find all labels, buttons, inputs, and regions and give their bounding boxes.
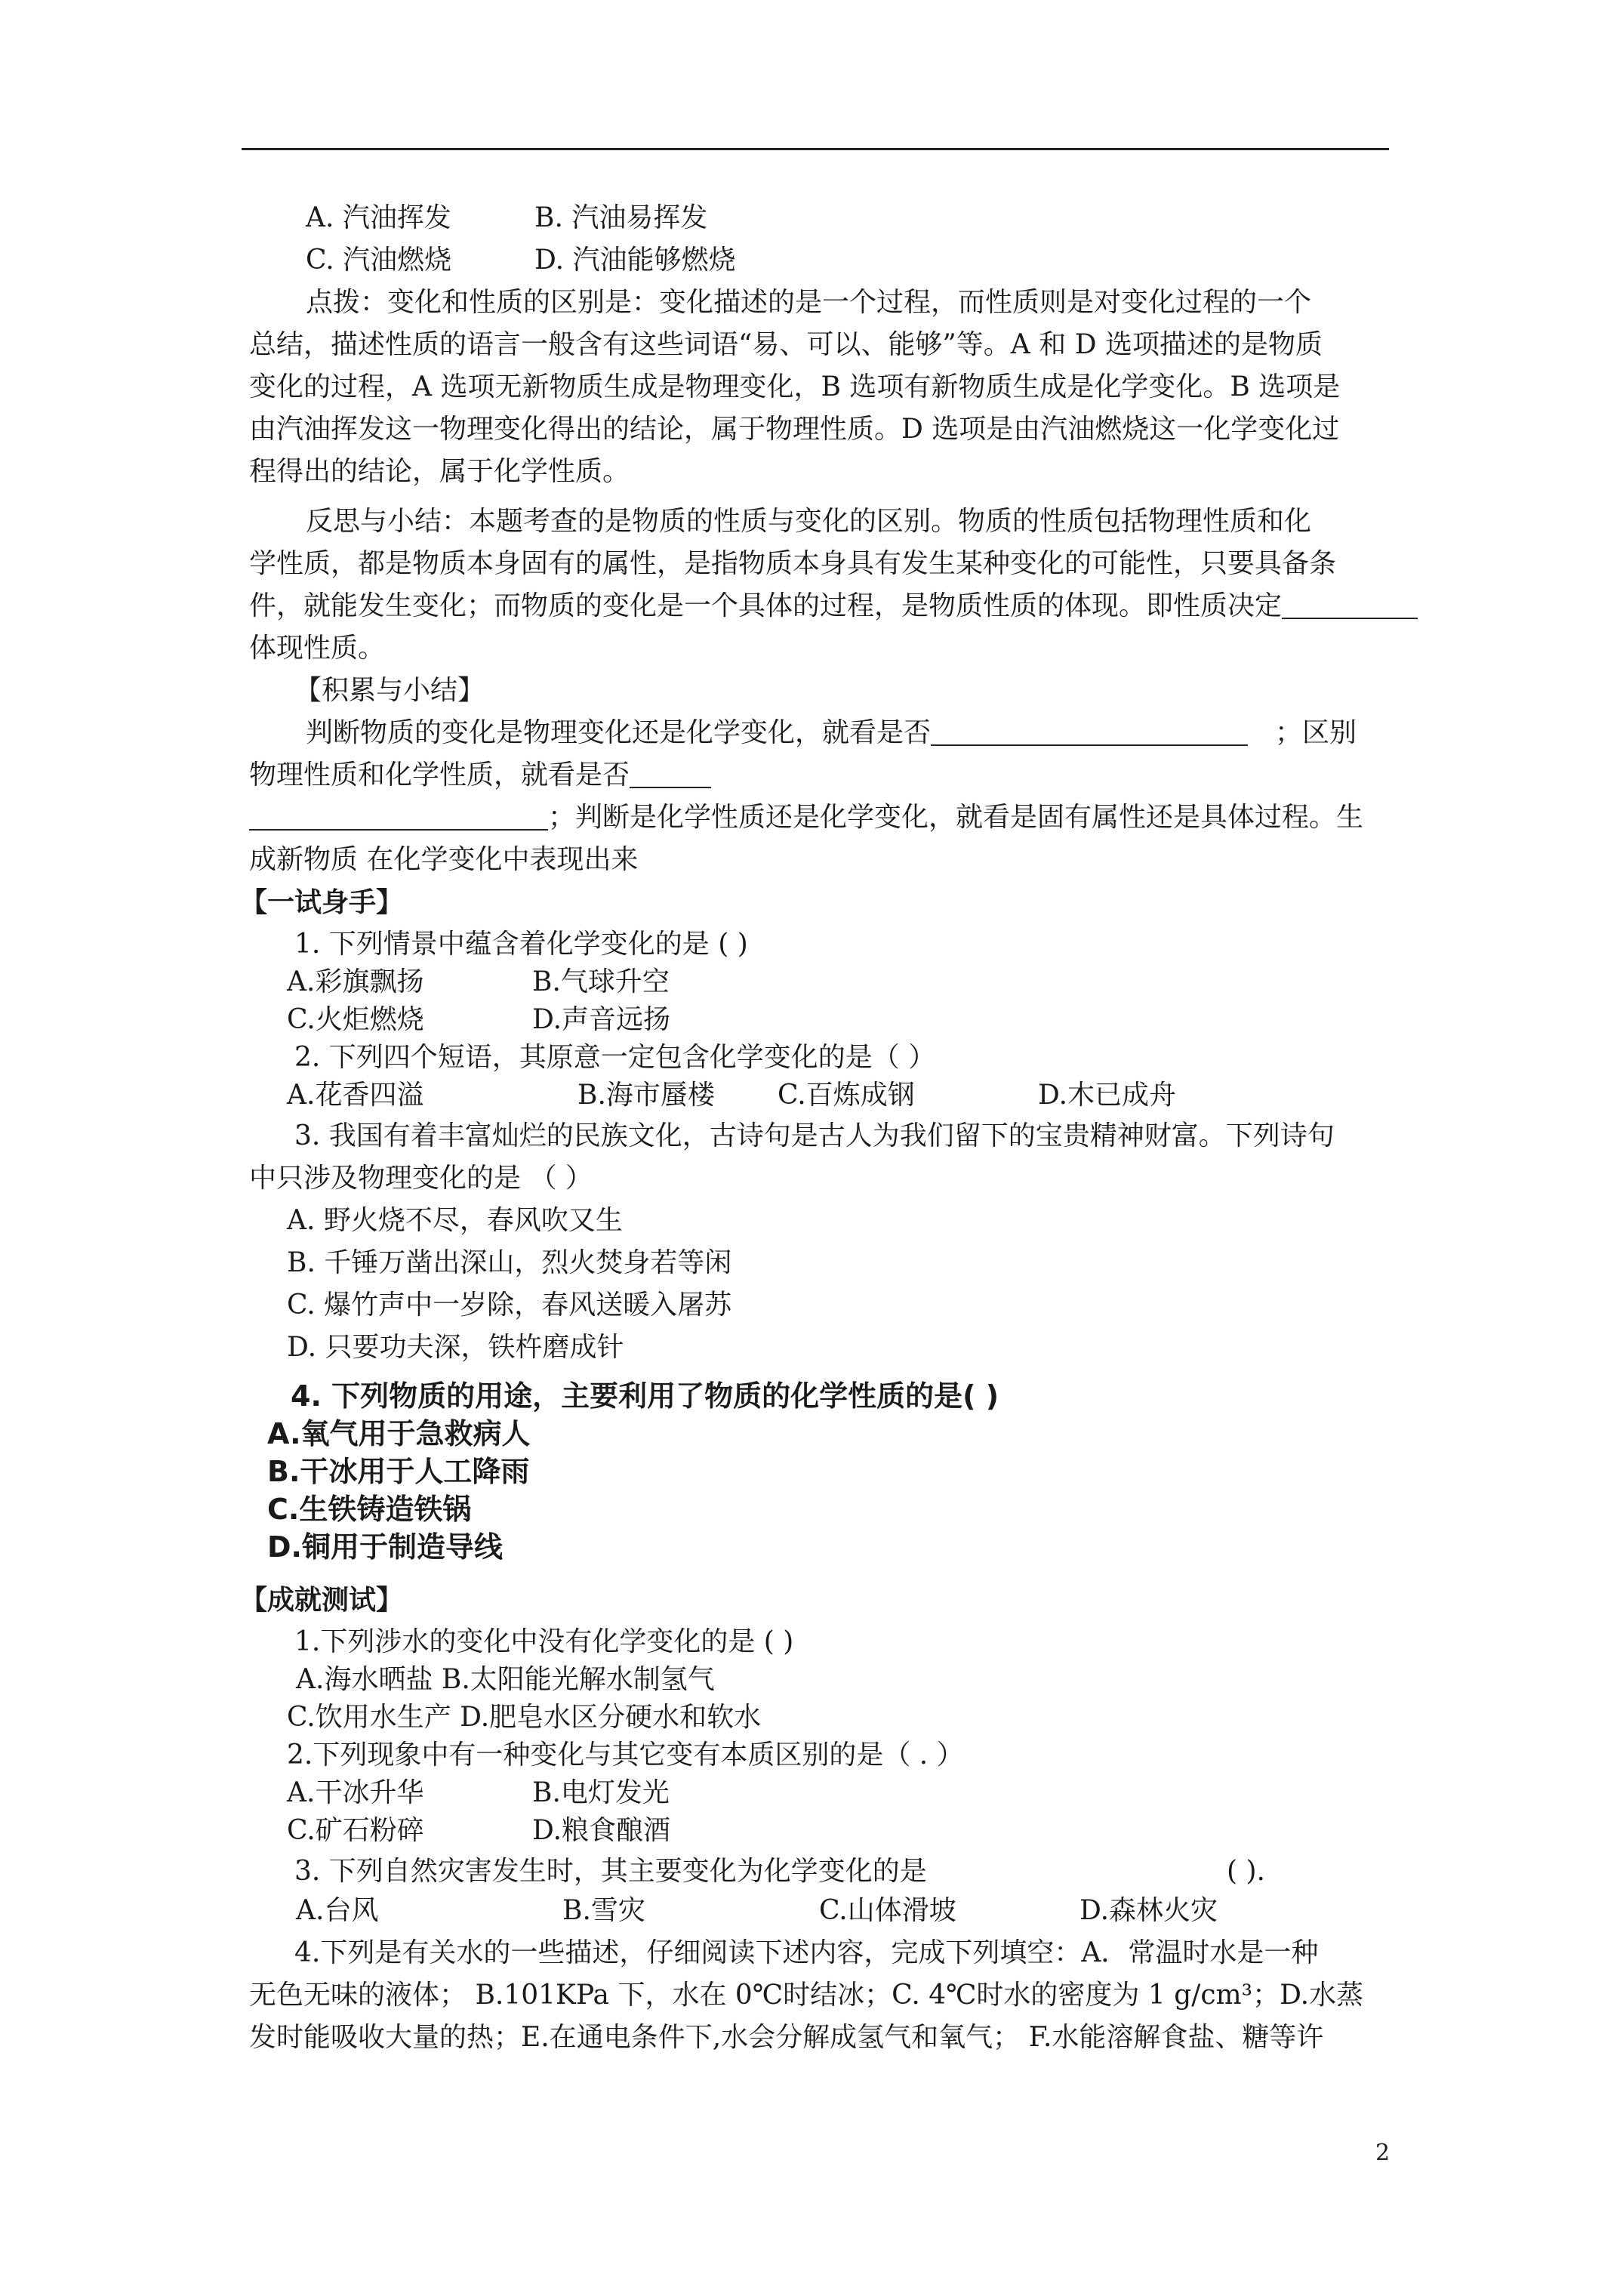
accumulation-line-1 [306,714,1357,752]
accumulation-text: 物理性质和化学性质，就看是否 [249,760,630,791]
answer-option: D.森林火灾 [1079,1895,1218,1926]
example-option-d: D. 汽油能够燃烧 [534,245,736,276]
question-text: 4. 下列物质的用途，主要利用了物质的化学性质的是( ) [291,1379,999,1413]
answer-option: A.海水晒盐 B.太阳能光解水制氢气 [296,1664,715,1695]
answer-option: B.干冰用于人工降雨 [267,1455,530,1488]
answer-option: C. 爆竹声中一岁除，春风送暖入屠苏 [287,1290,732,1321]
reflection-end: 体现性质。 [249,633,386,664]
tip-line: 总结，描述性质的语言一般含有这些词语“易、可以、能够”等。A 和 D 选项描述的是物质 [249,329,1323,360]
answer-option: D.声音远扬 [532,1004,671,1035]
answer-option: B.电灯发光 [532,1777,670,1808]
question-text: 中只涉及物理变化的是 （ ） [249,1163,593,1194]
accumulation-line-2 [249,757,711,794]
fill-blank[interactable] [1282,587,1418,619]
answer-option: C.矿石粉碎 [287,1815,424,1846]
reflection-line: 反思与小结：本题考查的是物质的性质与变化的区别。物质的性质包括物理性质和化 [306,506,1312,537]
section-title-test: 【成就测试】 [240,1584,404,1616]
accumulation-line-4: 成新物质 在化学变化中表现出来 [249,844,639,875]
answer-option: A.台风 [296,1895,379,1926]
answer-option: B.海市蜃楼 [577,1080,715,1111]
question-text: 发时能吸收大量的热；E.在通电条件下,水会分解成氢气和氧气； F.水能溶解食盐、糖等许 [249,2022,1324,2053]
reflection-line: 学性质，都是物质本身固有的属性，是指物质本身具有发生某种变化的可能性，只要具备条 [249,548,1337,579]
reflection-line-with-blank [249,587,1418,625]
answer-option: D.铜用于制造导线 [267,1530,503,1564]
fill-blank[interactable] [931,714,1248,746]
question-text: 1. 下列情景中蕴含着化学变化的是 ( ) [294,929,748,960]
answer-option: C.生铁铸造铁锅 [267,1493,472,1526]
header-rule [242,148,1389,150]
answer-option: D.粮食酿酒 [532,1815,671,1846]
question-text: 3. 我国有着丰富灿烂的民族文化，古诗句是古人为我们留下的宝贵精神财富。下列诗句 [294,1120,1335,1151]
fill-blank[interactable] [249,799,548,831]
accumulation-title: 【积累与小结】 [294,675,485,706]
answer-option: A.花香四溢 [287,1080,424,1111]
answer-option: D. 只要功夫深，铁杵磨成针 [287,1332,624,1363]
page-number: 2 [1375,2140,1390,2166]
fill-blank[interactable] [630,757,711,788]
answer-option: D.木已成舟 [1038,1080,1177,1111]
answer-option: A. 野火烧不尽，春风吹又生 [287,1205,623,1236]
answer-option: A.彩旗飘扬 [287,966,424,997]
reflection-text: 件，就能发生变化；而物质的变化是一个具体的过程，是物质性质的体现。即性质决定 [249,590,1283,621]
accumulation-text: ；判断是化学性质还是化学变化，就看是固有属性还是具体过程。生 [548,802,1364,833]
tip-line: 程得出的结论，属于化学性质。 [249,456,630,487]
answer-option: B.雪灾 [562,1895,645,1926]
tip-line: 由汽油挥发这一物理变化得出的结论，属于物理性质。D 选项是由汽油燃烧这一化学变化过 [249,414,1340,445]
section-title-try: 【一试身手】 [240,886,404,918]
answer-option: A.氧气用于急救病人 [267,1417,531,1450]
accumulation-text: 判断物质的变化是物理变化还是化学变化，就看是否 [306,717,932,748]
answer-bracket: ( ). [1227,1856,1265,1887]
question-text: 3. 下列自然灾害发生时，其主要变化为化学变化的是 [294,1856,927,1887]
answer-option: C.饮用水生产 D.肥皂水区分硬水和软水 [287,1702,762,1733]
question-text: 2. 下列四个短语，其原意一定包含化学变化的是（ ） [294,1042,936,1073]
tip-line: 变化的过程，A 选项无新物质生成是物理变化，B 选项有新物质生成是化学变化。B 选项是 [249,371,1341,402]
question-text: 2.下列现象中有一种变化与其它变有本质区别的是（ . ） [287,1740,964,1771]
answer-option: C.百炼成钢 [778,1080,915,1111]
answer-option: C.山体滑坡 [819,1895,956,1926]
example-option-b: B. 汽油易挥发 [534,202,708,233]
answer-option: C.火炬燃烧 [287,1004,424,1035]
accumulation-text: ；区别 [1275,717,1357,748]
question-text: 1.下列涉水的变化中没有化学变化的是 ( ) [294,1626,794,1657]
accumulation-line-3 [249,799,1363,837]
example-option-a: A. 汽油挥发 [306,202,451,233]
answer-option: A.干冰升华 [287,1777,424,1808]
tip-line: 点拨：变化和性质的区别是：变化描述的是一个过程，而性质则是对变化过程的一个 [306,287,1312,318]
question-text: 4.下列是有关水的一些描述，仔细阅读下述内容，完成下列填空：A．常温时水是一种 [294,1937,1319,1968]
answer-option: B.气球升空 [532,966,670,997]
answer-option: B. 千锤万凿出深山，烈火焚身若等闲 [287,1247,732,1278]
example-option-c: C. 汽油燃烧 [306,245,452,276]
question-text: 无色无味的液体； B.101KPa 下，水在 0℃时结冰；C. 4℃时水的密度为 1 g/cm³；D.水蒸 [249,1980,1364,2011]
